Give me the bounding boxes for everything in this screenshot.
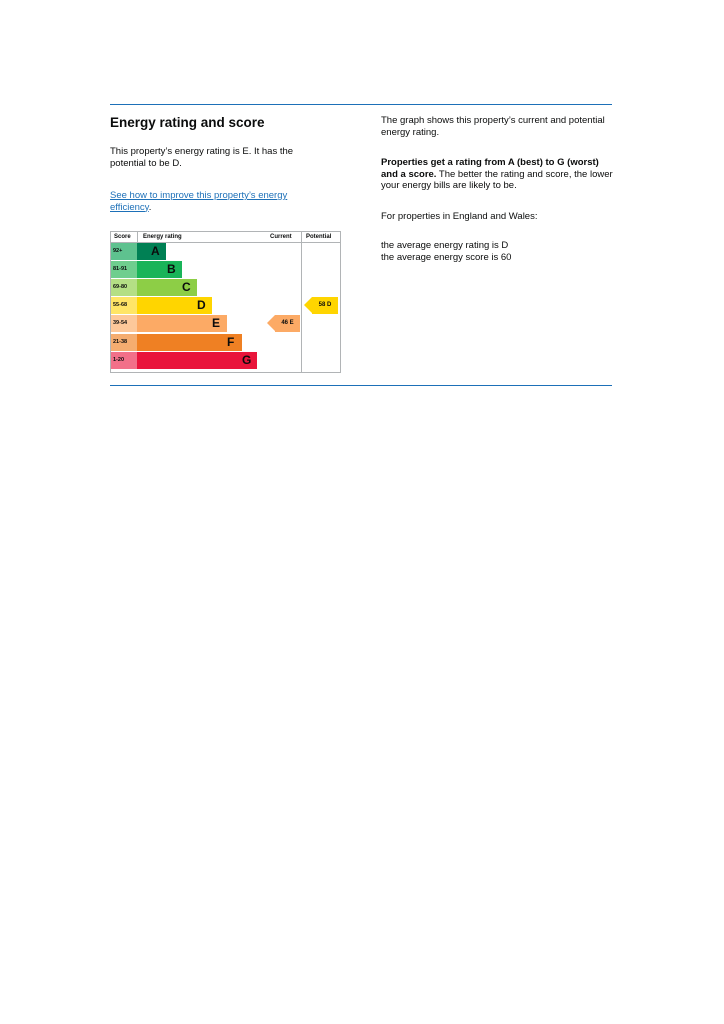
average-score: the average energy score is 60 <box>381 251 512 263</box>
energy-rating-section <box>110 114 350 213</box>
band-range-c: 69-80 <box>111 279 137 296</box>
bottom-divider <box>110 385 612 386</box>
explainer-p4 <box>381 240 613 263</box>
header-potential: Potential <box>306 234 332 240</box>
divider-current <box>301 232 302 372</box>
band-range-b: 81-91 <box>111 261 137 278</box>
rating-summary: This property’s energy rating is E. It has the potential to be D. <box>110 146 294 169</box>
potential-rating-pointer-arrow <box>304 297 312 313</box>
epc-header <box>111 232 340 243</box>
band-range-d: 55-68 <box>111 297 137 314</box>
explainer-p2-rest: The better the rating and score, the lower your energy bills are likely to be. <box>381 168 613 191</box>
improve-paragraph <box>110 190 310 213</box>
band-range-f: 21-38 <box>111 334 137 351</box>
header-energy-rating: Energy rating <box>143 234 182 240</box>
section-heading: Energy rating and score <box>110 115 265 130</box>
band-range-a: 92+ <box>111 243 137 260</box>
header-score: Score <box>114 234 131 240</box>
explainer-section <box>381 115 613 263</box>
band-letter-c: C <box>182 280 191 295</box>
current-rating-pointer <box>267 315 300 332</box>
band-letter-g: G <box>242 352 252 367</box>
band-letter-a: A <box>151 244 160 258</box>
explainer-p2-bold: Properties get a rating from A (best) to G (worst) and a score. <box>381 157 599 180</box>
band-letter-e: E <box>212 316 221 331</box>
header-divider-score <box>137 232 138 242</box>
current-rating-pointer-arrow <box>267 315 275 331</box>
band-letter-d: D <box>197 298 206 313</box>
band-letter-f: F <box>227 334 235 349</box>
top-divider <box>110 104 612 105</box>
epc-chart <box>110 231 341 373</box>
potential-rating-pointer <box>304 297 338 314</box>
average-rating: the average energy rating is D <box>381 240 509 251</box>
current-rating-pointer-label: 46 E <box>275 315 300 332</box>
band-bar-g <box>137 352 257 369</box>
band-letter-b: B <box>167 262 176 277</box>
explainer-p3: For properties in England and Wales: <box>381 210 538 222</box>
improve-suffix: . <box>148 201 152 213</box>
explainer-p1: The graph shows this property’s current and potential energy rating. <box>381 115 605 138</box>
band-range-g: 1-20 <box>111 352 137 369</box>
improve-link[interactable]: See how to improve this property’s energy efficiency <box>110 190 288 213</box>
header-current: Current <box>270 234 292 240</box>
potential-rating-pointer-label: 58 D <box>312 297 338 314</box>
explainer-p2 <box>381 157 613 192</box>
band-range-e: 39-54 <box>111 315 137 332</box>
